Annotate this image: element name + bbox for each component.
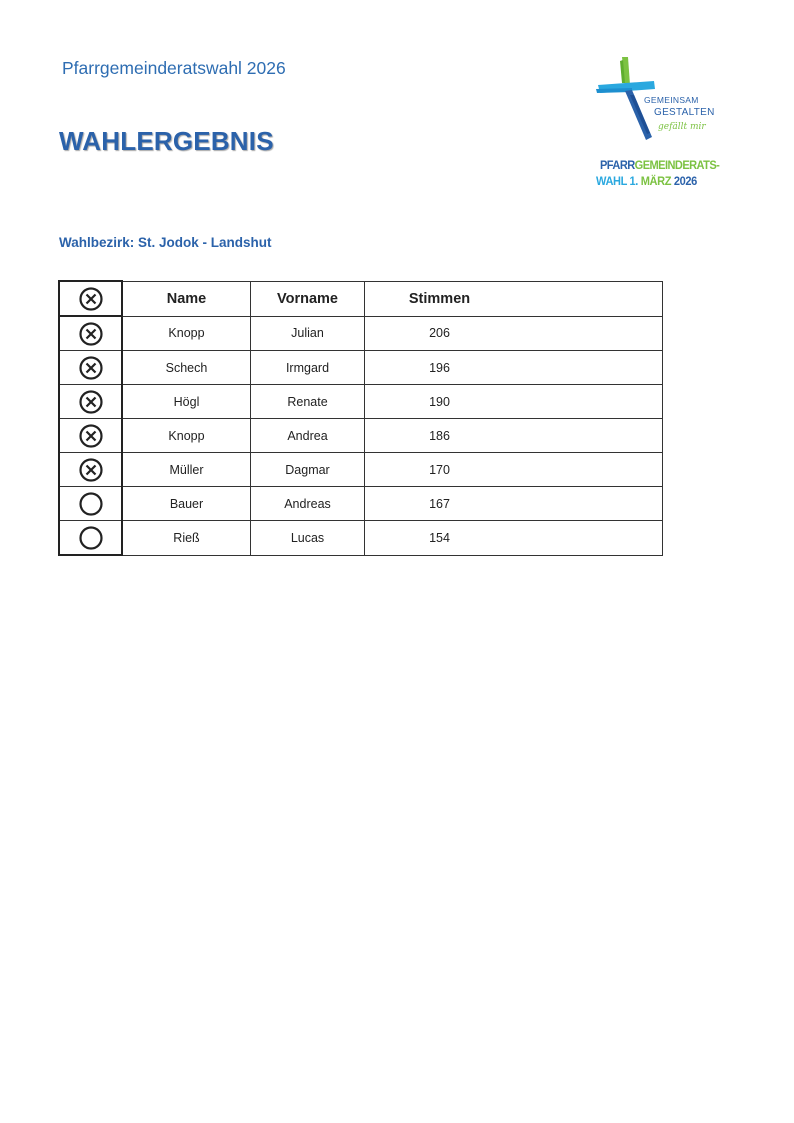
crossed-circle-icon	[78, 457, 104, 483]
cell-stimmen: 170	[365, 453, 663, 487]
table-row	[59, 487, 663, 521]
elected-mark	[59, 419, 122, 453]
cell-vorname: Andreas	[251, 487, 365, 521]
cell-name: Knopp	[122, 419, 251, 453]
cell-stimmen: 190	[365, 385, 663, 419]
cell-stimmen: 186	[365, 419, 663, 453]
elected-mark	[59, 385, 122, 419]
logo-text-gestalten: GESTALTEN	[654, 107, 715, 118]
header-mark-cell	[59, 281, 122, 316]
cell-vorname: Irmgard	[251, 351, 365, 385]
header-vorname: Vorname	[251, 281, 365, 316]
election-subtitle: Pfarrgemeinderatswahl 2026	[62, 58, 286, 78]
elected-mark	[59, 521, 122, 556]
elected-mark	[59, 487, 122, 521]
header-name: Name	[122, 281, 251, 316]
empty-circle-icon	[78, 491, 104, 517]
cell-stimmen: 167	[365, 487, 663, 521]
table-row	[59, 316, 663, 351]
elected-mark	[59, 453, 122, 487]
logo-text-gemeinsam: GEMEINSAM	[644, 95, 699, 105]
cross-logo-icon	[592, 55, 722, 155]
cell-vorname: Julian	[251, 316, 365, 351]
crossed-circle-icon	[78, 321, 104, 347]
cell-stimmen: 154	[365, 521, 663, 556]
crossed-circle-icon	[78, 355, 104, 381]
cell-vorname: Andrea	[251, 419, 365, 453]
cell-name: Müller	[122, 453, 251, 487]
table-row	[59, 351, 663, 385]
cell-vorname: Renate	[251, 385, 365, 419]
table-header-row	[59, 281, 663, 316]
table-row	[59, 385, 663, 419]
cell-name: Rieß	[122, 521, 251, 556]
cell-stimmen: 196	[365, 351, 663, 385]
cell-vorname: Lucas	[251, 521, 365, 556]
empty-circle-icon	[78, 525, 104, 551]
crossed-circle-icon	[78, 286, 104, 312]
cell-name: Högl	[122, 385, 251, 419]
table-row	[59, 453, 663, 487]
cell-name: Bauer	[122, 487, 251, 521]
district-label: Wahlbezirk: St. Jodok - Landshut	[59, 235, 272, 250]
table-row	[59, 419, 663, 453]
header-stimmen: Stimmen	[365, 281, 663, 316]
cell-name: Schech	[122, 351, 251, 385]
logo-text-wahl-date: WAHL 1. MÄRZ 2026	[596, 174, 697, 188]
page-title: WAHLERGEBNIS	[59, 126, 274, 156]
crossed-circle-icon	[78, 389, 104, 415]
cell-vorname: Dagmar	[251, 453, 365, 487]
logo-text-pfarrgemeinderats: PFARRGEMEINDERATS-	[600, 158, 720, 172]
logo-text-gefaellt: gefällt mir	[658, 122, 706, 132]
table-row	[59, 521, 663, 556]
cell-name: Knopp	[122, 316, 251, 351]
elected-mark	[59, 351, 122, 385]
elected-mark	[59, 316, 122, 351]
election-logo	[592, 55, 722, 195]
results-table	[58, 280, 663, 556]
crossed-circle-icon	[78, 423, 104, 449]
cell-stimmen: 206	[365, 316, 663, 351]
